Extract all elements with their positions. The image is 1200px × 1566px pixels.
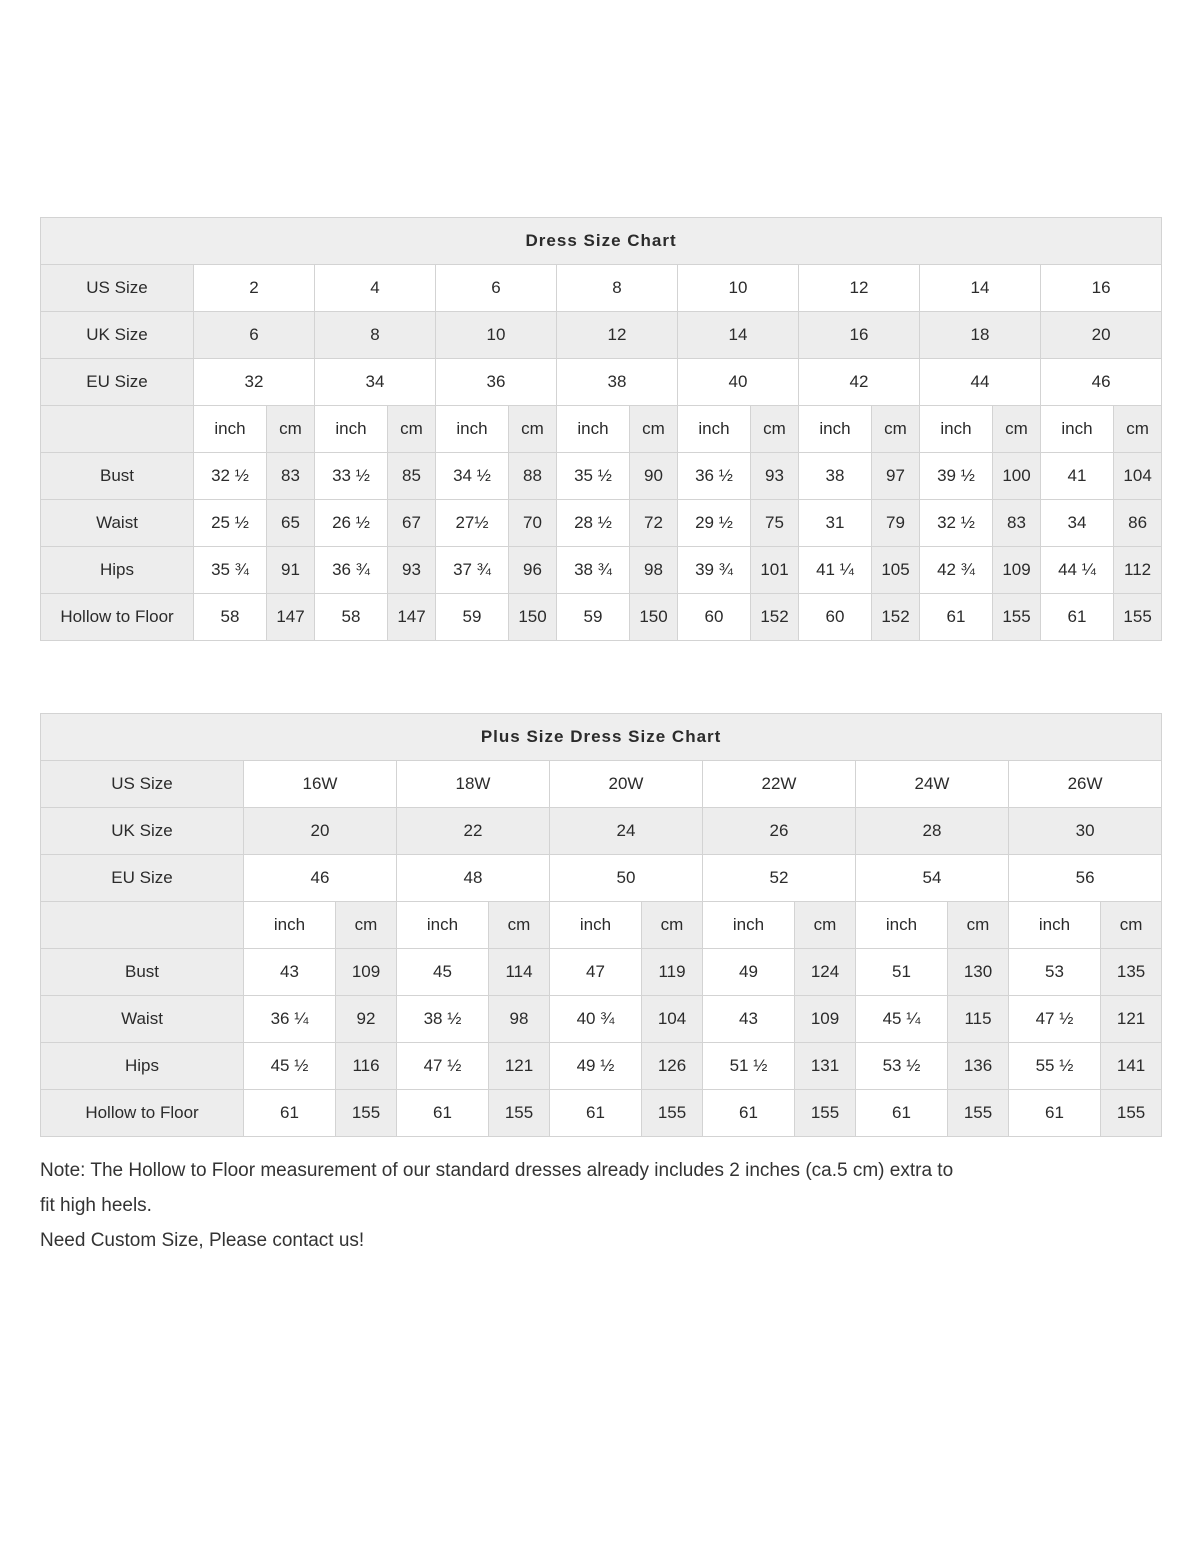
measurement-cm-cell: 114	[489, 949, 550, 996]
measurement-cm-cell: 130	[948, 949, 1009, 996]
measurement-inch-cell: 44 ¼	[1041, 547, 1114, 594]
measurement-inch-cell: 61	[550, 1090, 642, 1137]
size-cell: 56	[1009, 855, 1162, 902]
unit-inch-cell: inch	[550, 902, 642, 949]
size-cell: 26W	[1009, 761, 1162, 808]
measurement-inch-cell: 29 ½	[678, 500, 751, 547]
measurement-inch-cell: 40 ¾	[550, 996, 642, 1043]
measurement-cm-cell: 121	[1101, 996, 1162, 1043]
measurement-inch-cell: 45	[397, 949, 489, 996]
measurement-inch-cell: 25 ½	[194, 500, 267, 547]
size-cell: 26	[703, 808, 856, 855]
unit-inch-cell: inch	[436, 406, 509, 453]
unit-cm-cell: cm	[948, 902, 1009, 949]
measurement-cm-cell: 88	[509, 453, 557, 500]
unit-row-label	[41, 902, 244, 949]
measurement-cm-cell: 124	[795, 949, 856, 996]
measurement-cm-cell: 85	[388, 453, 436, 500]
size-cell: 46	[244, 855, 397, 902]
unit-cm-cell: cm	[751, 406, 799, 453]
row-label: US Size	[41, 761, 244, 808]
measurement-cm-cell: 121	[489, 1043, 550, 1090]
measurement-cm-cell: 150	[630, 594, 678, 641]
measurement-inch-cell: 26 ½	[315, 500, 388, 547]
row-label: Hips	[41, 547, 194, 594]
dress-size-chart-table	[40, 217, 1162, 641]
size-cell: 16	[799, 312, 920, 359]
row-label: EU Size	[41, 855, 244, 902]
measurement-inch-cell: 60	[678, 594, 751, 641]
unit-inch-cell: inch	[799, 406, 872, 453]
size-cell: 24	[550, 808, 703, 855]
measurement-inch-cell: 33 ½	[315, 453, 388, 500]
unit-inch-cell: inch	[856, 902, 948, 949]
size-cell: 10	[678, 265, 799, 312]
measurement-cm-cell: 109	[336, 949, 397, 996]
measurement-inch-cell: 49 ½	[550, 1043, 642, 1090]
measurement-cm-cell: 65	[267, 500, 315, 547]
size-cell: 44	[920, 359, 1041, 406]
measurement-cm-cell: 79	[872, 500, 920, 547]
size-cell: 50	[550, 855, 703, 902]
size-cell: 40	[678, 359, 799, 406]
size-cell: 20W	[550, 761, 703, 808]
size-cell: 52	[703, 855, 856, 902]
size-cell: 38	[557, 359, 678, 406]
unit-cm-cell: cm	[795, 902, 856, 949]
measurement-cm-cell: 126	[642, 1043, 703, 1090]
measurement-inch-cell: 45 ¼	[856, 996, 948, 1043]
measurement-inch-cell: 49	[703, 949, 795, 996]
measurement-inch-cell: 36 ¼	[244, 996, 336, 1043]
measurement-cm-cell: 155	[336, 1090, 397, 1137]
unit-inch-cell: inch	[244, 902, 336, 949]
measurement-cm-cell: 155	[1114, 594, 1162, 641]
measurement-inch-cell: 38 ¾	[557, 547, 630, 594]
measurement-cm-cell: 155	[948, 1090, 1009, 1137]
size-cell: 22W	[703, 761, 856, 808]
measurement-cm-cell: 83	[993, 500, 1041, 547]
measurement-inch-cell: 43	[703, 996, 795, 1043]
measurement-inch-cell: 34 ½	[436, 453, 509, 500]
measurement-inch-cell: 53	[1009, 949, 1101, 996]
measurement-cm-cell: 136	[948, 1043, 1009, 1090]
size-cell: 20	[1041, 312, 1162, 359]
size-cell: 32	[194, 359, 315, 406]
size-cell: 18	[920, 312, 1041, 359]
unit-inch-cell: inch	[315, 406, 388, 453]
size-cell: 30	[1009, 808, 1162, 855]
measurement-cm-cell: 92	[336, 996, 397, 1043]
size-cell: 2	[194, 265, 315, 312]
measurement-cm-cell: 97	[872, 453, 920, 500]
size-cell: 12	[799, 265, 920, 312]
measurement-inch-cell: 35 ½	[557, 453, 630, 500]
measurement-cm-cell: 109	[795, 996, 856, 1043]
row-label: Hips	[41, 1043, 244, 1090]
size-cell: 46	[1041, 359, 1162, 406]
size-cell: 12	[557, 312, 678, 359]
unit-cm-cell: cm	[872, 406, 920, 453]
row-label: US Size	[41, 265, 194, 312]
measurement-inch-cell: 38	[799, 453, 872, 500]
note-line-2: fit high heels.	[40, 1195, 152, 1216]
row-label: UK Size	[41, 808, 244, 855]
measurement-inch-cell: 47 ½	[1009, 996, 1101, 1043]
size-cell: 36	[436, 359, 557, 406]
unit-inch-cell: inch	[194, 406, 267, 453]
unit-cm-cell: cm	[1114, 406, 1162, 453]
measurement-cm-cell: 155	[1101, 1090, 1162, 1137]
measurement-inch-cell: 41	[1041, 453, 1114, 500]
measurement-cm-cell: 155	[642, 1090, 703, 1137]
measurement-inch-cell: 51	[856, 949, 948, 996]
measurement-inch-cell: 41 ¼	[799, 547, 872, 594]
chart-title: Plus Size Dress Size Chart	[41, 714, 1162, 761]
measurement-inch-cell: 59	[557, 594, 630, 641]
measurement-cm-cell: 98	[489, 996, 550, 1043]
row-label: UK Size	[41, 312, 194, 359]
measurement-cm-cell: 91	[267, 547, 315, 594]
row-label: EU Size	[41, 359, 194, 406]
size-cell: 28	[856, 808, 1009, 855]
measurement-cm-cell: 150	[509, 594, 557, 641]
unit-inch-cell: inch	[703, 902, 795, 949]
size-cell: 18W	[397, 761, 550, 808]
unit-cm-cell: cm	[336, 902, 397, 949]
unit-inch-cell: inch	[678, 406, 751, 453]
measurement-cm-cell: 93	[751, 453, 799, 500]
measurement-cm-cell: 83	[267, 453, 315, 500]
unit-cm-cell: cm	[489, 902, 550, 949]
measurement-inch-cell: 61	[1009, 1090, 1101, 1137]
note-line-3: Need Custom Size, Please contact us!	[40, 1230, 365, 1251]
measurement-inch-cell: 61	[703, 1090, 795, 1137]
measurement-inch-cell: 55 ½	[1009, 1043, 1101, 1090]
measurement-cm-cell: 131	[795, 1043, 856, 1090]
size-cell: 10	[436, 312, 557, 359]
measurement-cm-cell: 112	[1114, 547, 1162, 594]
measurement-inch-cell: 39 ½	[920, 453, 993, 500]
measurement-inch-cell: 35 ¾	[194, 547, 267, 594]
measurement-cm-cell: 67	[388, 500, 436, 547]
measurement-inch-cell: 51 ½	[703, 1043, 795, 1090]
measurement-inch-cell: 38 ½	[397, 996, 489, 1043]
measurement-inch-cell: 36 ¾	[315, 547, 388, 594]
size-cell: 14	[920, 265, 1041, 312]
measurement-cm-cell: 109	[993, 547, 1041, 594]
measurement-inch-cell: 28 ½	[557, 500, 630, 547]
size-cell: 16W	[244, 761, 397, 808]
measurement-cm-cell: 119	[642, 949, 703, 996]
measurement-cm-cell: 104	[642, 996, 703, 1043]
note-line-1: Note: The Hollow to Floor measurement of our standard dresses already includes 2 inches (ca.5 cm) extra to	[40, 1160, 954, 1181]
measurement-inch-cell: 32 ½	[194, 453, 267, 500]
measurement-inch-cell: 59	[436, 594, 509, 641]
measurement-inch-cell: 45 ½	[244, 1043, 336, 1090]
measurement-cm-cell: 147	[267, 594, 315, 641]
measurement-inch-cell: 31	[799, 500, 872, 547]
measurement-cm-cell: 70	[509, 500, 557, 547]
unit-cm-cell: cm	[267, 406, 315, 453]
size-cell: 54	[856, 855, 1009, 902]
measurement-cm-cell: 105	[872, 547, 920, 594]
measurement-cm-cell: 152	[751, 594, 799, 641]
unit-inch-cell: inch	[920, 406, 993, 453]
measurement-cm-cell: 141	[1101, 1043, 1162, 1090]
measurement-inch-cell: 37 ¾	[436, 547, 509, 594]
measurement-inch-cell: 60	[799, 594, 872, 641]
unit-cm-cell: cm	[993, 406, 1041, 453]
size-cell: 20	[244, 808, 397, 855]
unit-cm-cell: cm	[630, 406, 678, 453]
measurement-cm-cell: 75	[751, 500, 799, 547]
measurement-inch-cell: 58	[315, 594, 388, 641]
unit-cm-cell: cm	[1101, 902, 1162, 949]
measurement-inch-cell: 47 ½	[397, 1043, 489, 1090]
measurement-inch-cell: 42 ¾	[920, 547, 993, 594]
size-cell: 24W	[856, 761, 1009, 808]
row-label: Waist	[41, 500, 194, 547]
plus-size-dress-size-chart-table	[40, 713, 1162, 1137]
measurement-cm-cell: 155	[795, 1090, 856, 1137]
measurement-cm-cell: 135	[1101, 949, 1162, 996]
unit-cm-cell: cm	[509, 406, 557, 453]
measurement-inch-cell: 47	[550, 949, 642, 996]
row-label: Hollow to Floor	[41, 1090, 244, 1137]
measurement-cm-cell: 116	[336, 1043, 397, 1090]
unit-cm-cell: cm	[642, 902, 703, 949]
measurement-cm-cell: 98	[630, 547, 678, 594]
row-label: Bust	[41, 453, 194, 500]
measurement-cm-cell: 115	[948, 996, 1009, 1043]
size-cell: 34	[315, 359, 436, 406]
size-cell: 8	[315, 312, 436, 359]
measurement-inch-cell: 43	[244, 949, 336, 996]
measurement-inch-cell: 34	[1041, 500, 1114, 547]
measurement-cm-cell: 93	[388, 547, 436, 594]
size-cell: 48	[397, 855, 550, 902]
size-cell: 22	[397, 808, 550, 855]
measurement-cm-cell: 96	[509, 547, 557, 594]
row-label: Bust	[41, 949, 244, 996]
unit-row-label	[41, 406, 194, 453]
size-cell: 8	[557, 265, 678, 312]
size-cell: 4	[315, 265, 436, 312]
unit-inch-cell: inch	[1041, 406, 1114, 453]
measurement-inch-cell: 61	[920, 594, 993, 641]
notes	[40, 1153, 1160, 1258]
size-cell: 16	[1041, 265, 1162, 312]
unit-inch-cell: inch	[1009, 902, 1101, 949]
measurement-inch-cell: 58	[194, 594, 267, 641]
size-cell: 14	[678, 312, 799, 359]
measurement-inch-cell: 61	[397, 1090, 489, 1137]
size-cell: 6	[436, 265, 557, 312]
measurement-inch-cell: 36 ½	[678, 453, 751, 500]
unit-inch-cell: inch	[397, 902, 489, 949]
measurement-cm-cell: 104	[1114, 453, 1162, 500]
measurement-cm-cell: 90	[630, 453, 678, 500]
measurement-cm-cell: 72	[630, 500, 678, 547]
unit-cm-cell: cm	[388, 406, 436, 453]
measurement-inch-cell: 61	[856, 1090, 948, 1137]
row-label: Waist	[41, 996, 244, 1043]
measurement-inch-cell: 61	[1041, 594, 1114, 641]
size-cell: 42	[799, 359, 920, 406]
measurement-inch-cell: 53 ½	[856, 1043, 948, 1090]
row-label: Hollow to Floor	[41, 594, 194, 641]
measurement-cm-cell: 155	[993, 594, 1041, 641]
measurement-cm-cell: 155	[489, 1090, 550, 1137]
measurement-inch-cell: 61	[244, 1090, 336, 1137]
measurement-cm-cell: 86	[1114, 500, 1162, 547]
measurement-cm-cell: 147	[388, 594, 436, 641]
measurement-inch-cell: 27½	[436, 500, 509, 547]
measurement-cm-cell: 100	[993, 453, 1041, 500]
size-cell: 6	[194, 312, 315, 359]
unit-inch-cell: inch	[557, 406, 630, 453]
chart-title: Dress Size Chart	[41, 218, 1162, 265]
measurement-inch-cell: 39 ¾	[678, 547, 751, 594]
measurement-cm-cell: 101	[751, 547, 799, 594]
measurement-cm-cell: 152	[872, 594, 920, 641]
measurement-inch-cell: 32 ½	[920, 500, 993, 547]
